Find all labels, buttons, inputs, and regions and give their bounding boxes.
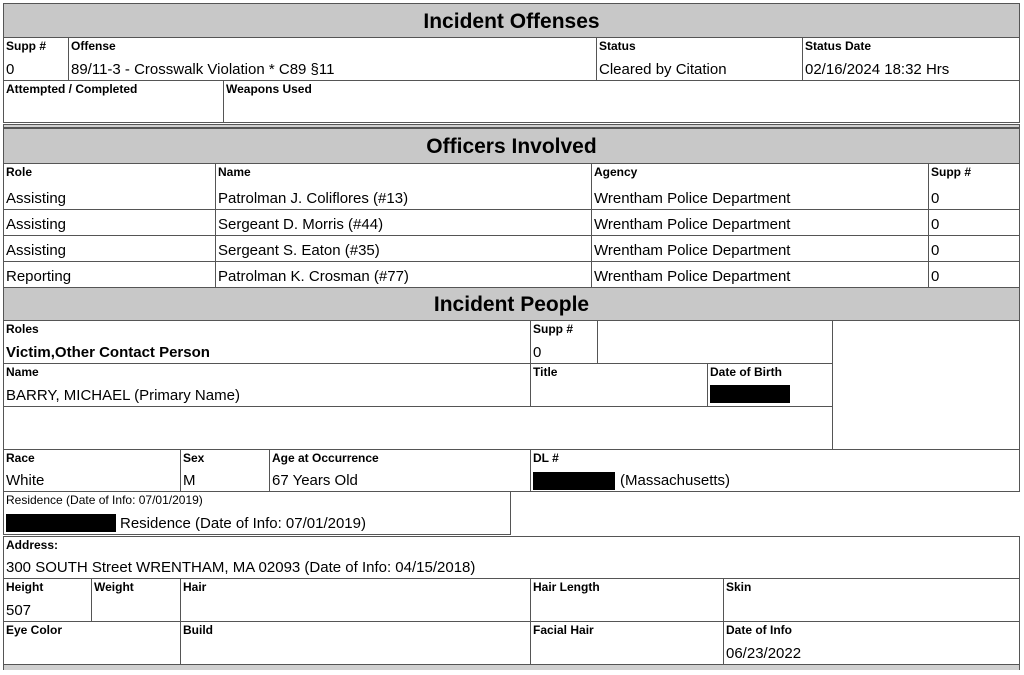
incident-people-title: Incident People <box>433 293 590 316</box>
residence-value: Residence (Date of Info: 07/01/2019) <box>120 515 366 532</box>
facial-hair-label: Facial Hair <box>533 623 594 637</box>
column-divider <box>928 183 929 288</box>
officer-role: Assisting <box>6 190 67 207</box>
officer-role: Assisting <box>6 242 67 259</box>
officer-role: Assisting <box>6 216 67 233</box>
dl-cell <box>530 449 1020 492</box>
hair-label: Hair <box>183 580 207 594</box>
age-cell <box>269 449 531 492</box>
race-cell <box>3 449 181 492</box>
person-name-label: Name <box>6 365 39 379</box>
weight-cell <box>91 578 181 622</box>
height-label: Height <box>6 580 44 594</box>
date-of-info-value: 06/23/2022 <box>726 645 802 662</box>
incident-people-header <box>3 287 1020 321</box>
attempted-completed-cell <box>3 80 224 123</box>
table-row <box>3 235 1020 262</box>
person-supp-value: 0 <box>533 344 542 361</box>
officers-supp-header: Supp # <box>931 165 972 179</box>
photo-area <box>832 320 1020 450</box>
person-supp-cell <box>530 320 598 364</box>
officer-name: Patrolman K. Crosman (#77) <box>218 268 409 285</box>
residence-label: Residence (Date of Info: 07/01/2019) <box>6 493 203 507</box>
column-divider <box>591 183 592 288</box>
offense-status-cell <box>596 37 803 81</box>
officer-agency: Wrentham Police Department <box>594 242 791 259</box>
person-title-cell <box>530 363 708 407</box>
facial-hair-cell <box>530 621 724 665</box>
officers-involved-title: Officers Involved <box>426 135 597 158</box>
attempted-completed-label: Attempted / Completed <box>6 82 138 96</box>
skin-cell <box>723 578 1020 622</box>
officer-role: Reporting <box>6 268 72 285</box>
race-label: Race <box>6 451 35 465</box>
bottom-divider <box>3 664 1020 670</box>
officer-name: Sergeant D. Morris (#44) <box>218 216 384 233</box>
weapons-used-label: Weapons Used <box>226 82 312 96</box>
officer-supp: 0 <box>931 190 940 207</box>
dl-redaction <box>533 472 615 490</box>
officer-supp: 0 <box>931 242 940 259</box>
officers-table <box>3 163 1020 287</box>
hair-length-label: Hair Length <box>533 580 600 594</box>
offense-supp-label: Supp # <box>6 39 47 53</box>
residence-redaction <box>6 514 116 532</box>
offense-status-date-value: 02/16/2024 18:32 Hrs <box>805 61 950 78</box>
officer-agency: Wrentham Police Department <box>594 268 791 285</box>
blank-row <box>3 406 833 450</box>
officer-name: Sergeant S. Eaton (#35) <box>218 242 380 259</box>
sex-cell <box>180 449 270 492</box>
officer-supp: 0 <box>931 268 940 285</box>
dl-state: (Massachusetts) <box>620 472 731 489</box>
weight-label: Weight <box>94 580 134 594</box>
offense-supp-value: 0 <box>6 61 15 78</box>
incident-offenses-header <box>3 3 1020 38</box>
table-row <box>3 183 1020 210</box>
weapons-used-cell <box>223 80 1020 123</box>
person-supp-label: Supp # <box>533 322 574 336</box>
officers-role-header: Role <box>6 165 33 179</box>
officer-agency: Wrentham Police Department <box>594 216 791 233</box>
dob-label: Date of Birth <box>710 365 782 379</box>
eye-color-label: Eye Color <box>6 623 63 637</box>
table-row <box>3 209 1020 236</box>
hair-cell <box>180 578 531 622</box>
residence-cell <box>3 491 511 535</box>
offense-status-date-cell <box>802 37 1020 81</box>
date-of-info-cell <box>723 621 1020 665</box>
address-value: 300 SOUTH Street WRENTHAM, MA 02093 (Date of Info: 04/15/2018) <box>6 559 476 576</box>
offense-supp-cell <box>3 37 69 81</box>
date-of-info-label: Date of Info <box>726 623 792 637</box>
person-name-value: BARRY, MICHAEL (Primary Name) <box>6 387 240 404</box>
officers-agency-header: Agency <box>594 165 638 179</box>
address-cell <box>3 536 1020 579</box>
offense-status-value: Cleared by Citation <box>599 61 727 78</box>
officer-agency: Wrentham Police Department <box>594 190 791 207</box>
sex-label: Sex <box>183 451 205 465</box>
offense-cell <box>68 37 597 81</box>
dl-label: DL # <box>533 451 559 465</box>
skin-label: Skin <box>726 580 752 594</box>
offense-status-label: Status <box>599 39 636 53</box>
offense-status-date-label: Status Date <box>805 39 872 53</box>
address-label: Address: <box>6 538 59 552</box>
roles-cell <box>3 320 531 364</box>
person-name-cell <box>3 363 531 407</box>
sex-value: M <box>183 472 196 489</box>
officers-name-header: Name <box>218 165 251 179</box>
officer-supp: 0 <box>931 216 940 233</box>
offense-label: Offense <box>71 39 116 53</box>
offense-value: 89/11-3 - Crosswalk Violation * C89 §11 <box>71 61 335 78</box>
race-value: White <box>6 472 45 489</box>
dob-redaction <box>710 385 790 403</box>
officer-name: Patrolman J. Coliflores (#13) <box>218 190 409 207</box>
dob-cell <box>707 363 833 407</box>
incident-offenses-title: Incident Offenses <box>423 10 600 33</box>
blank-cell <box>597 320 833 364</box>
eye-color-cell <box>3 621 181 665</box>
person-title-label: Title <box>533 365 558 379</box>
table-row <box>3 261 1020 288</box>
age-value: 67 Years Old <box>272 472 358 489</box>
officers-involved-header <box>3 128 1020 164</box>
build-label: Build <box>183 623 213 637</box>
roles-label: Roles <box>6 322 39 336</box>
height-value: 507 <box>6 602 32 619</box>
height-cell <box>3 578 92 622</box>
roles-value: Victim,Other Contact Person <box>6 344 210 361</box>
build-cell <box>180 621 531 665</box>
hair-length-cell <box>530 578 724 622</box>
age-label: Age at Occurrence <box>272 451 379 465</box>
column-divider <box>215 183 216 288</box>
